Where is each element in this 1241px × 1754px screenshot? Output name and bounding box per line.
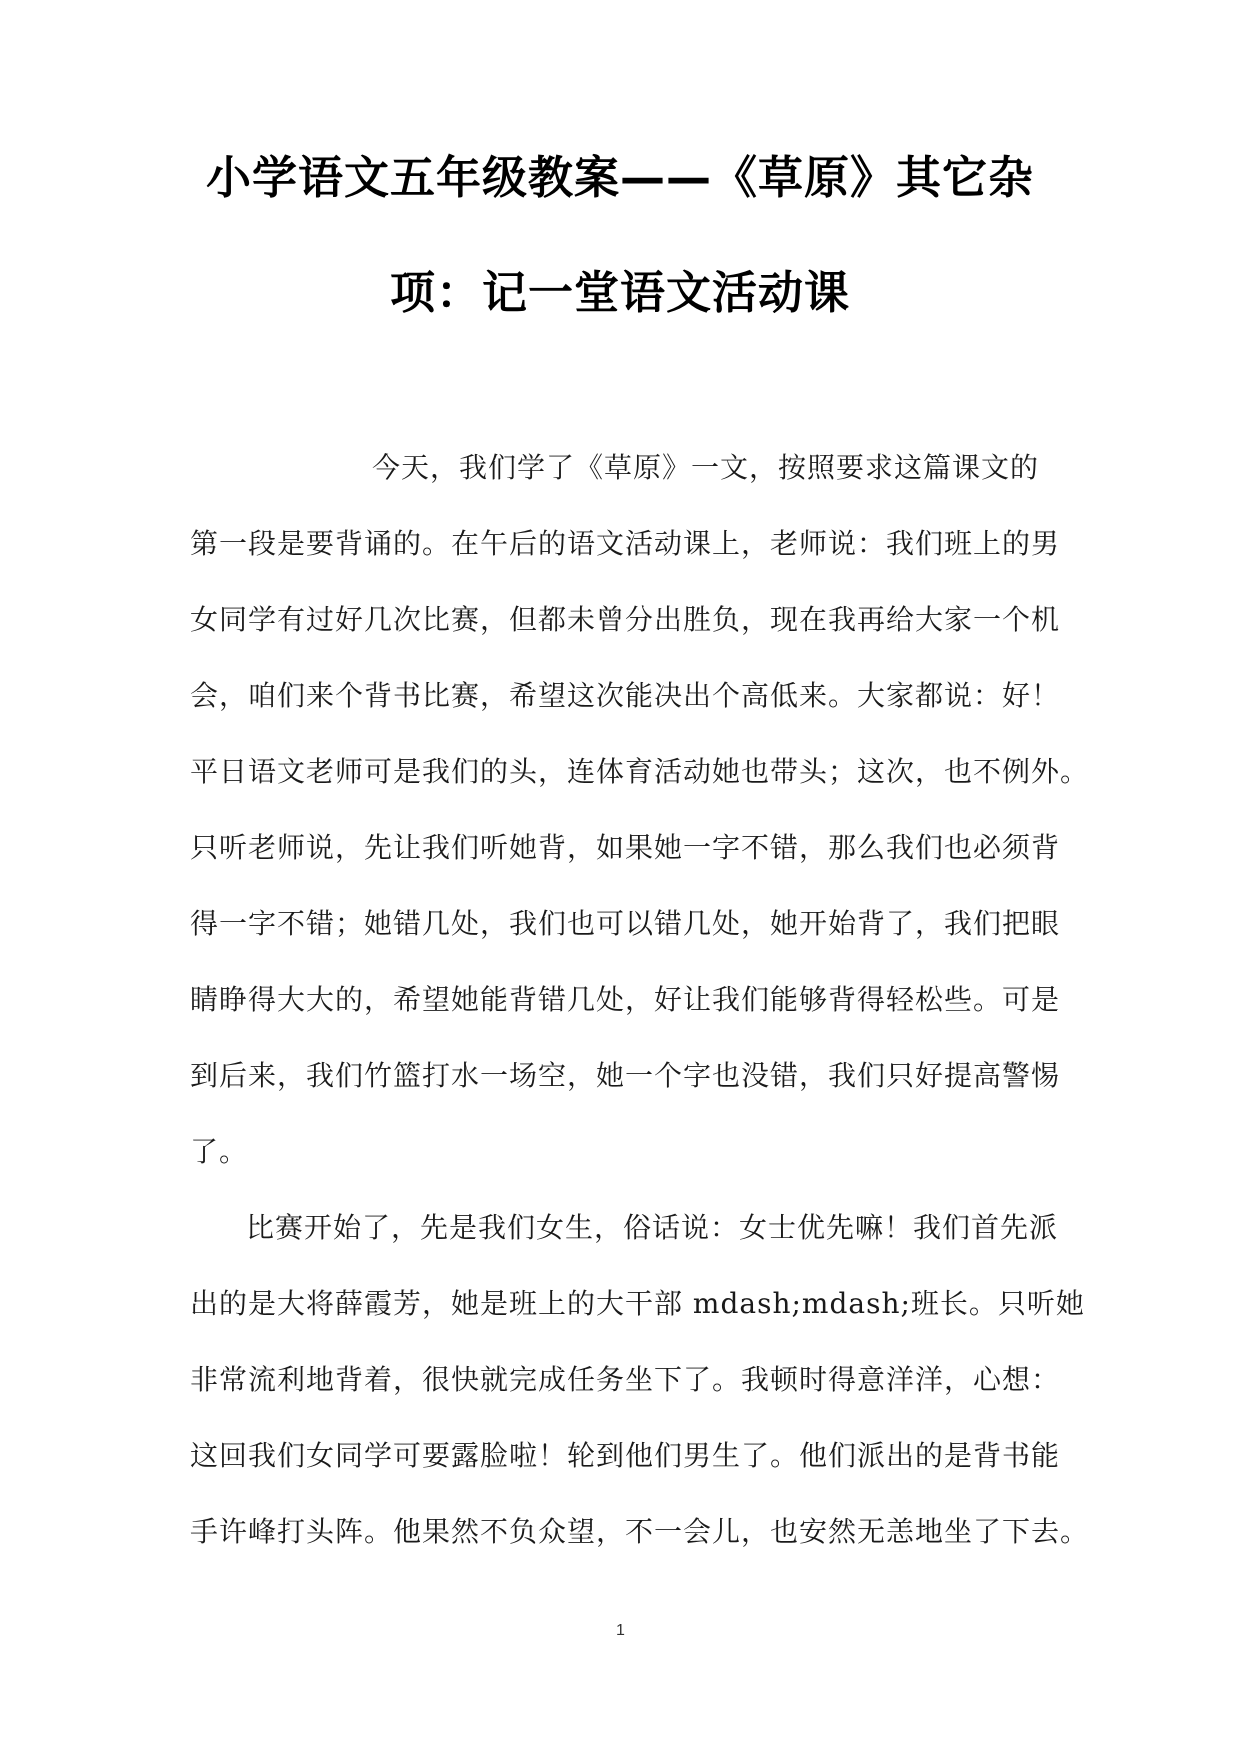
paragraph-1-line: 睛睁得大大的，希望她能背错几处，好让我们能够背得轻松些。可是: [190, 983, 1061, 1016]
paragraph-2-line: 非常流利地背着，很快就完成任务坐下了。我顿时得意洋洋，心想：: [190, 1363, 1061, 1396]
paragraph-2: [190, 1190, 1090, 1570]
paragraph-1-line: 只听老师说，先让我们听她背，如果她一字不错，那么我们也必须背: [190, 831, 1061, 864]
paragraph-1-line: 会，咱们来个背书比赛，希望这次能决出个高低来。大家都说：好！: [190, 679, 1061, 712]
paragraph-1-line: 得一字不错；她错几处，我们也可以错几处，她开始背了，我们把眼: [190, 907, 1061, 940]
paragraph-2-line: 这回我们女同学可要露脸啦！轮到他们男生了。他们派出的是背书能: [190, 1439, 1061, 1472]
page-title-line-1: 小学语文五年级教案——《草原》其它杂: [205, 151, 1034, 204]
page-title-line-2: 项：记一堂语文活动课: [389, 266, 850, 319]
paragraph-1-line: 平日语文老师可是我们的头，连体育活动她也带头；这次，也不例外。: [190, 755, 1090, 788]
paragraph-2-line: 比赛开始了，先是我们女生，俗话说：女士优先嘛！我们首先派: [246, 1211, 1059, 1244]
paragraph-1-line: 第一段是要背诵的。在午后的语文活动课上，老师说：我们班上的男: [190, 527, 1061, 560]
page-number: 1: [616, 1622, 625, 1639]
paragraph-1-line: 女同学有过好几次比赛，但都未曾分出胜负，现在我再给大家一个机: [190, 603, 1061, 636]
paragraph-1: [190, 430, 1090, 1190]
paragraph-1-line: 到后来，我们竹篮打水一场空，她一个字也没错，我们只好提高警惕: [190, 1059, 1061, 1092]
paragraph-1-line: 今天，我们学了《草原》一文，按照要求这篇课文的: [372, 451, 1040, 484]
paragraph-2-line: 出的是大将薛霞芳，她是班上的大干部 mdash;mdash;班长。只听她: [190, 1287, 1085, 1320]
paragraph-2-line: 手许峰打头阵。他果然不负众望，不一会儿，也安然无恙地坐了下去。: [190, 1515, 1090, 1548]
paragraph-1-line: 了。: [190, 1135, 249, 1168]
